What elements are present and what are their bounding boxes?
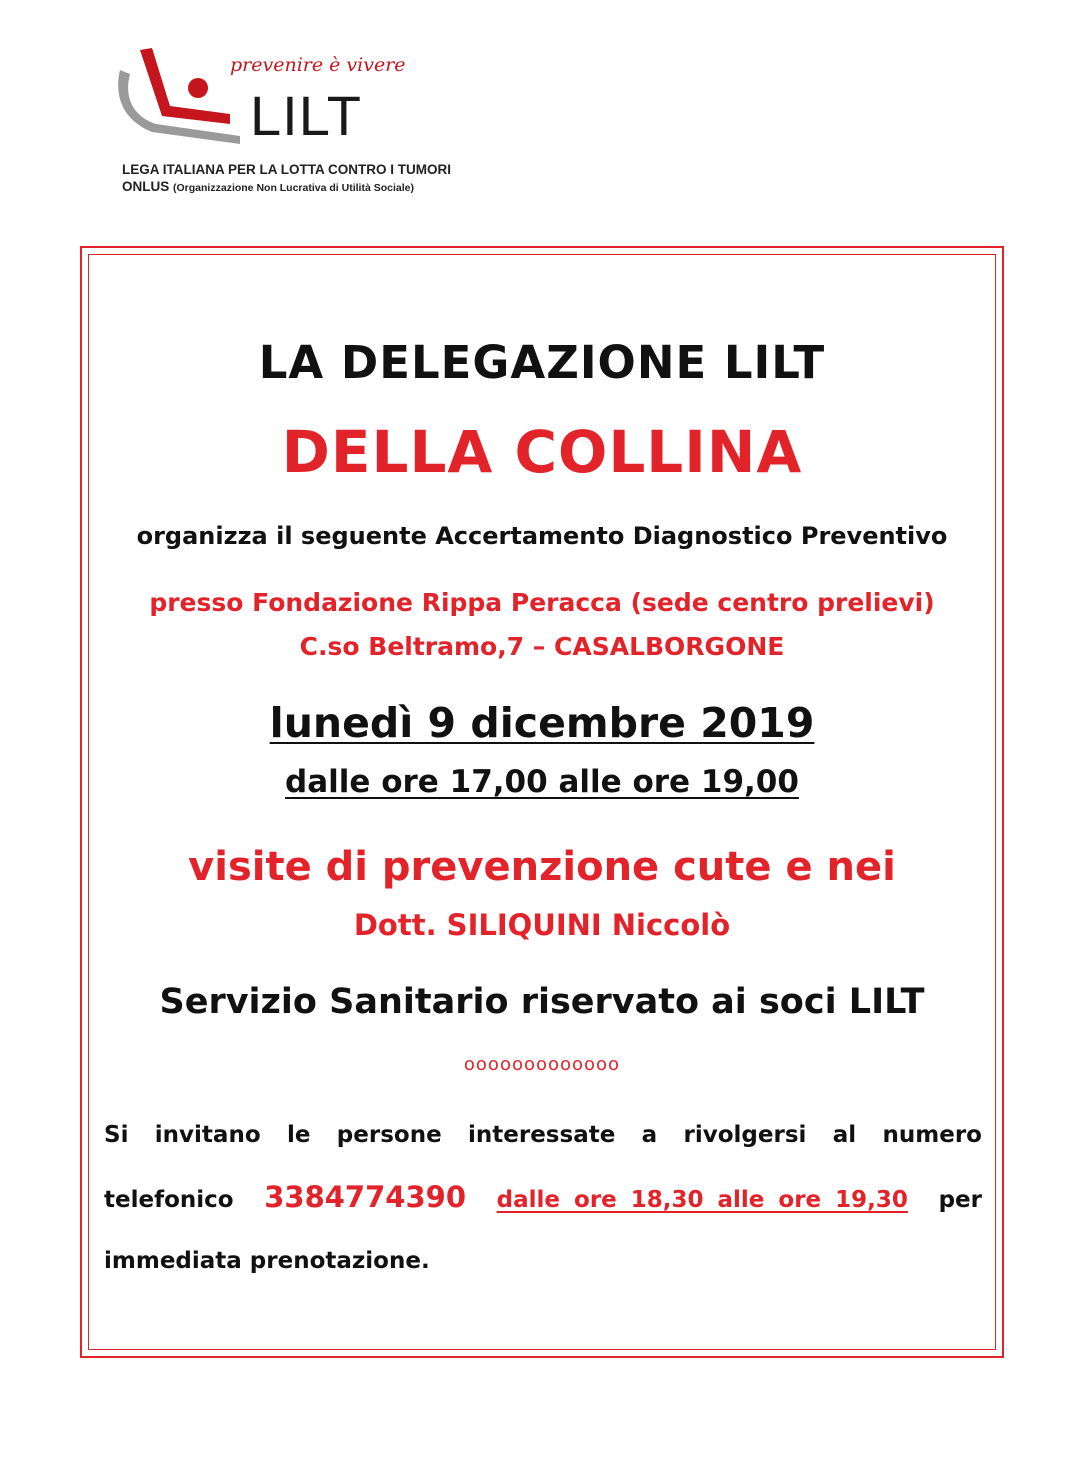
reserved-note: Servizio Sanitario riservato ai soci LILT — [159, 982, 925, 1022]
logo-onlus-full: (Organizzazione Non Lucrativa di Utilità Sociale) — [173, 182, 414, 194]
booking-line-3: immediata prenotazione. — [104, 1248, 430, 1274]
booking-line-1 — [104, 1122, 982, 1148]
logo-full-name: LEGA ITALIANA PER LA LOTTA CONTRO I TUMORI — [122, 162, 451, 177]
booking-word: le — [286, 1122, 311, 1148]
event-time — [88, 764, 996, 800]
booking-hours: dalle ore 18,30 alle ore 19,30 — [496, 1187, 908, 1213]
service-title: visite di prevenzione cute e nei — [188, 844, 896, 890]
event-time-text: dalle ore 17,00 alle ore 19,00 — [285, 764, 799, 800]
title-line-1: LA DELEGAZIONE LILT — [258, 336, 826, 389]
booking-word: numero — [882, 1122, 982, 1148]
doctor-name: Dott. SILIQUINI Niccolò — [353, 908, 731, 942]
booking-word: a — [641, 1122, 658, 1148]
logo-onlus-line — [122, 179, 414, 194]
booking-word: invitano — [154, 1122, 261, 1148]
booking-word: interessate — [468, 1122, 616, 1148]
event-date-text: lunedì 9 dicembre 2019 — [269, 699, 815, 747]
intro-text: organizza il seguente Accertamento Diagnostico Preventivo — [136, 522, 948, 550]
title-line-2: DELLA COLLINA — [281, 418, 803, 486]
dots-separator: ooooooooooooo — [463, 1054, 621, 1075]
booking-phone-number: 3384774390 — [264, 1180, 467, 1214]
venue-line-2: C.so Beltramo,7 – CASALBORGONE — [299, 632, 785, 661]
booking-word: al — [832, 1122, 857, 1148]
lilt-logo — [112, 40, 532, 200]
logo-wordmark: LILT — [250, 84, 362, 147]
booking-word: persone — [336, 1122, 442, 1148]
event-date — [88, 699, 996, 747]
booking-line-2 — [104, 1180, 982, 1214]
booking-lead: telefonico — [104, 1187, 234, 1213]
booking-trail: per — [938, 1187, 982, 1213]
booking-word: rivolgersi — [683, 1122, 807, 1148]
logo-onlus: ONLUS — [122, 179, 170, 194]
logo-tagline: prevenire è vivere — [230, 54, 406, 76]
booking-word: Si — [104, 1122, 129, 1148]
venue-line-1: presso Fondazione Rippa Peracca (sede centro prelievi) — [149, 588, 935, 617]
